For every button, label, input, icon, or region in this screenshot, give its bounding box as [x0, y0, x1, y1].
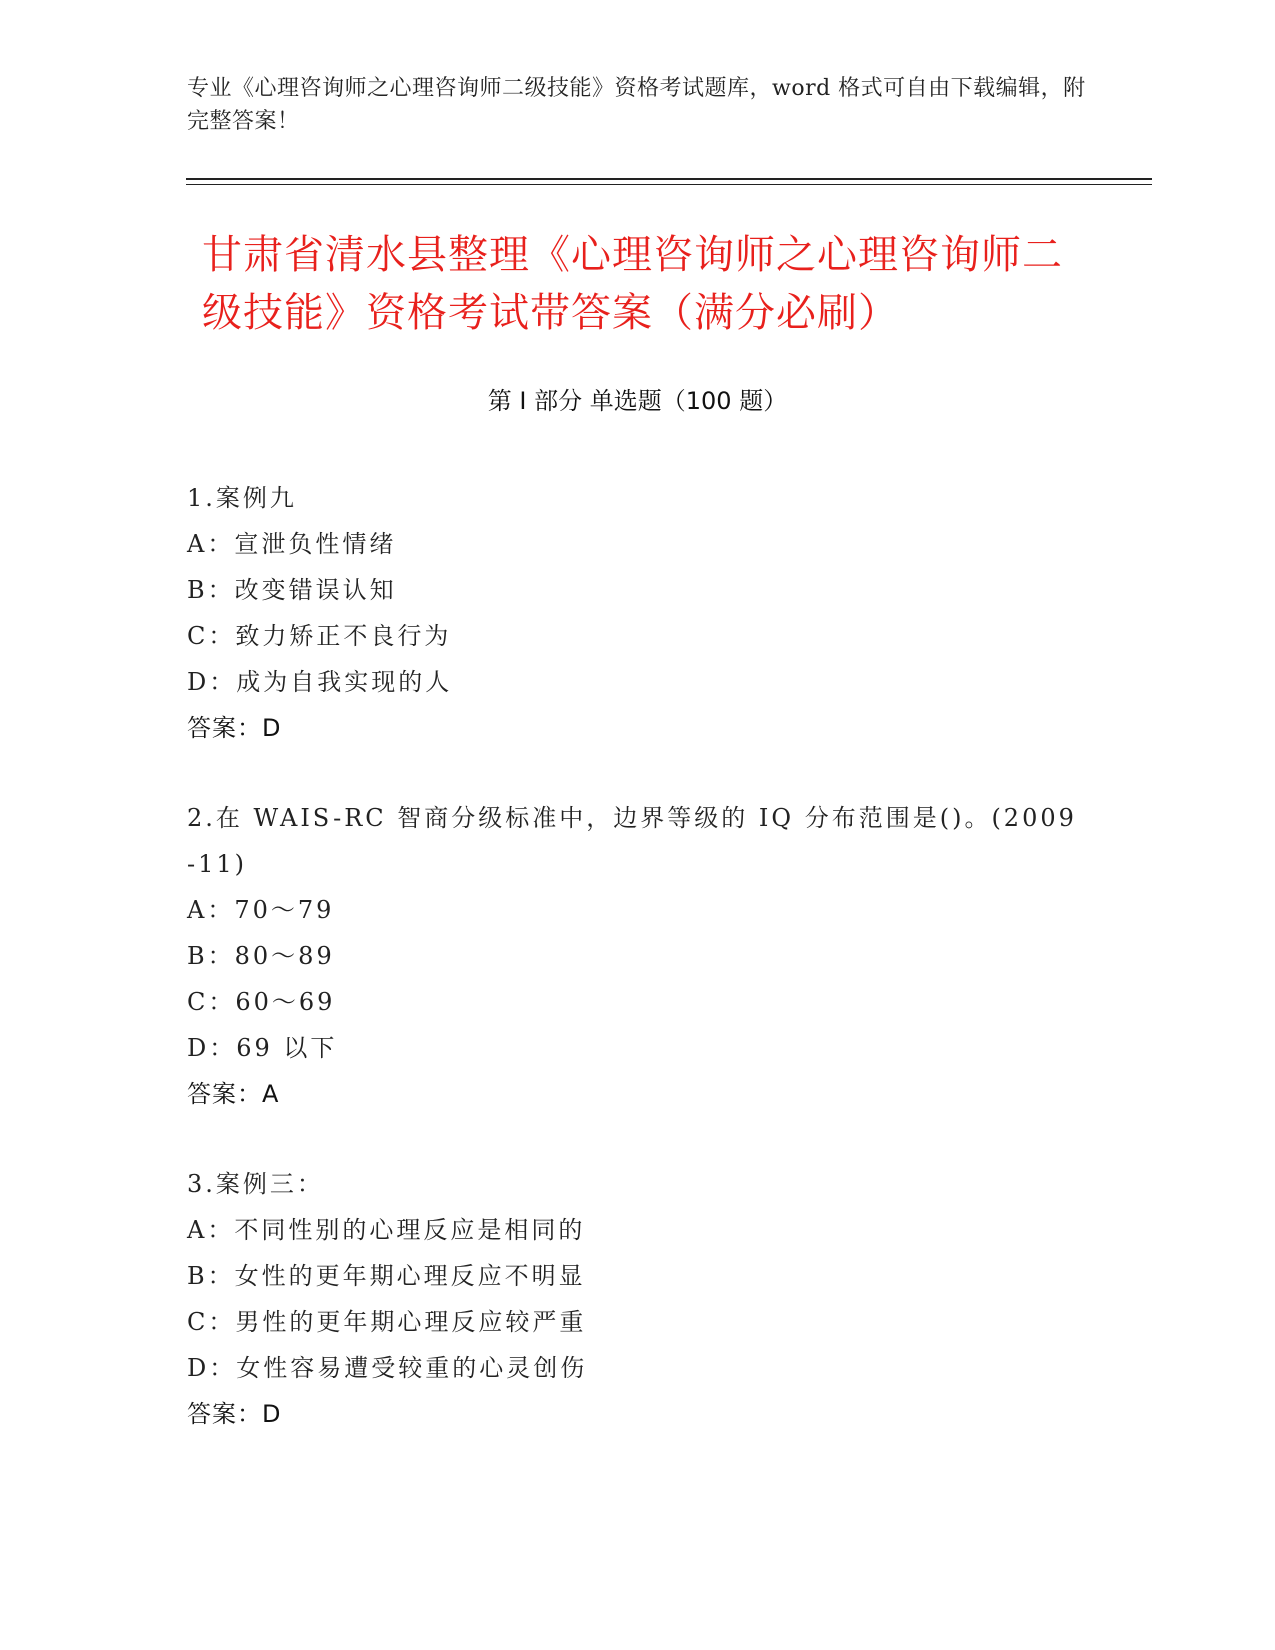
question-stem: 1.案例九 [187, 484, 297, 512]
question-2 [187, 795, 1087, 1117]
option-a: A：不同性别的心理反应是相同的 [187, 1216, 586, 1244]
option-d: D：女性容易遭受较重的心灵创伤 [187, 1354, 588, 1382]
answer-line: 答案：D [187, 1400, 282, 1428]
option-b: B：女性的更年期心理反应不明显 [187, 1262, 586, 1290]
option-b: B：改变错误认知 [187, 576, 397, 604]
option-a: A：70～79 [187, 896, 335, 924]
question-list [187, 475, 1087, 1481]
header-divider-thin [186, 184, 1152, 185]
option-c: C：致力矫正不良行为 [187, 622, 452, 650]
option-b: B：80～89 [187, 942, 335, 970]
header-note: 专业《心理咨询师之心理咨询师二级技能》资格考试题库，word 格式可自由下载编辑，附完整答案！ [187, 76, 1086, 134]
option-d: D：69 以下 [187, 1034, 338, 1062]
answer-line: 答案：D [187, 714, 282, 742]
answer-line: 答案：A [187, 1080, 280, 1108]
option-c: C：男性的更年期心理反应较严重 [187, 1308, 587, 1336]
header-divider-thick [186, 178, 1152, 180]
section-heading: 第 I 部分 单选题（100 题） [487, 387, 788, 415]
question-stem: 3.案例三： [187, 1170, 324, 1198]
question-stem: 2.在 WAIS-RC 智商分级标准中，边界等级的 IQ 分布范围是()。(2009-11) [187, 804, 1077, 878]
option-a: A：宣泄负性情绪 [187, 530, 397, 558]
option-c: C：60～69 [187, 988, 336, 1016]
question-1 [187, 475, 1087, 751]
document-title: 甘肃省清水县整理《心理咨询师之心理咨询师二级技能》资格考试带答案（满分必刷） [202, 232, 1063, 336]
question-3 [187, 1161, 1087, 1437]
option-d: D：成为自我实现的人 [187, 668, 453, 696]
